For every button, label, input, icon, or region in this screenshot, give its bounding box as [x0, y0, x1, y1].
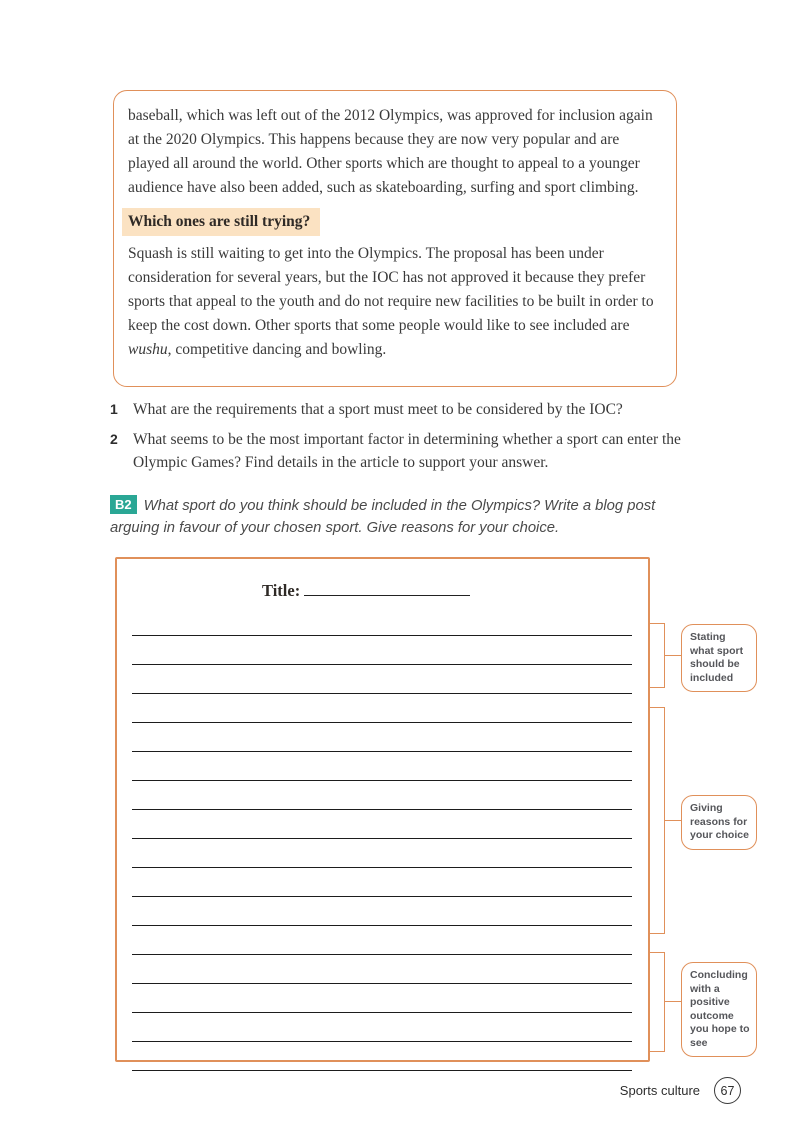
exercise-instruction-block	[110, 495, 693, 539]
exercise-level-badge: B2	[110, 495, 137, 514]
paragraph-2-text-end: , competitive dancing and bowling.	[167, 341, 387, 358]
article-subheading: Which ones are still trying?	[122, 208, 320, 236]
paragraph-2-text: Squash is still waiting to get into the Olympics. The proposal has been under consideration for several years, but the IOC has not approved it because they prefer sports that appeal to the youth and do not require new facilities to be built in order to keep the cost down. Other sports that some people would like to see included are	[128, 245, 654, 334]
question-number: 2	[110, 431, 118, 447]
section-bracket-opening	[650, 623, 665, 688]
writing-line	[132, 723, 632, 752]
writing-lines	[132, 607, 632, 1071]
writing-line	[132, 636, 632, 665]
writing-line	[132, 752, 632, 781]
page-number-badge: 67	[714, 1077, 741, 1104]
writing-line	[132, 1042, 632, 1071]
writing-line	[132, 665, 632, 694]
question-item-1	[110, 398, 696, 421]
article-paragraph-1: baseball, which was left out of the 2012 Olympics, was approved for inclusion again at the 2020 Olympics. This happens because they are now very popular and are played all around the world. Other sports which are thought to appeal to a younger audience have also been added, such as skateboarding, surfing and sport climbing.	[128, 107, 653, 196]
title-label: Title:	[262, 581, 301, 600]
annotation-note-conclusion: Concluding with a positive outcome you hope to see	[681, 962, 757, 1057]
footer-section-label: Sports culture	[619, 1083, 700, 1098]
writing-line	[132, 868, 632, 897]
section-bracket-body	[650, 707, 665, 934]
question-list	[110, 398, 696, 481]
question-text: What are the requirements that a sport must meet to be considered by the IOC?	[133, 401, 623, 418]
writing-line	[132, 839, 632, 868]
writing-line	[132, 955, 632, 984]
writing-line	[132, 984, 632, 1013]
question-text: What seems to be the most important factor in determining whether a sport can enter the Olympic Games? Find details in the article to support your answer.	[133, 431, 681, 471]
question-item-2	[110, 428, 696, 474]
writing-line	[132, 897, 632, 926]
title-blank-field	[304, 581, 470, 596]
question-number: 1	[110, 401, 118, 417]
section-bracket-conclusion	[650, 952, 665, 1052]
exercise-instruction-text: What sport do you think should be included in the Olympics? Write a blog post arguing in favour of your chosen sport. Give reasons for your choice.	[110, 498, 656, 536]
writing-line	[132, 1013, 632, 1042]
article-paragraph-2	[128, 242, 662, 362]
annotation-note-reasons: Giving reasons for your choice	[681, 795, 757, 850]
annotation-note-opening: Stating what sport should be included	[681, 624, 757, 692]
writing-template-box	[115, 557, 650, 1062]
article-box	[113, 90, 677, 387]
bracket-connector	[664, 655, 682, 656]
writing-line	[132, 810, 632, 839]
writing-line	[132, 607, 632, 636]
writing-line	[132, 926, 632, 955]
paragraph-2-italic-term: wushu	[128, 341, 168, 358]
bracket-connector	[664, 820, 682, 821]
title-row	[262, 581, 470, 601]
writing-line	[132, 781, 632, 810]
writing-line	[132, 694, 632, 723]
bracket-connector	[664, 1001, 682, 1002]
